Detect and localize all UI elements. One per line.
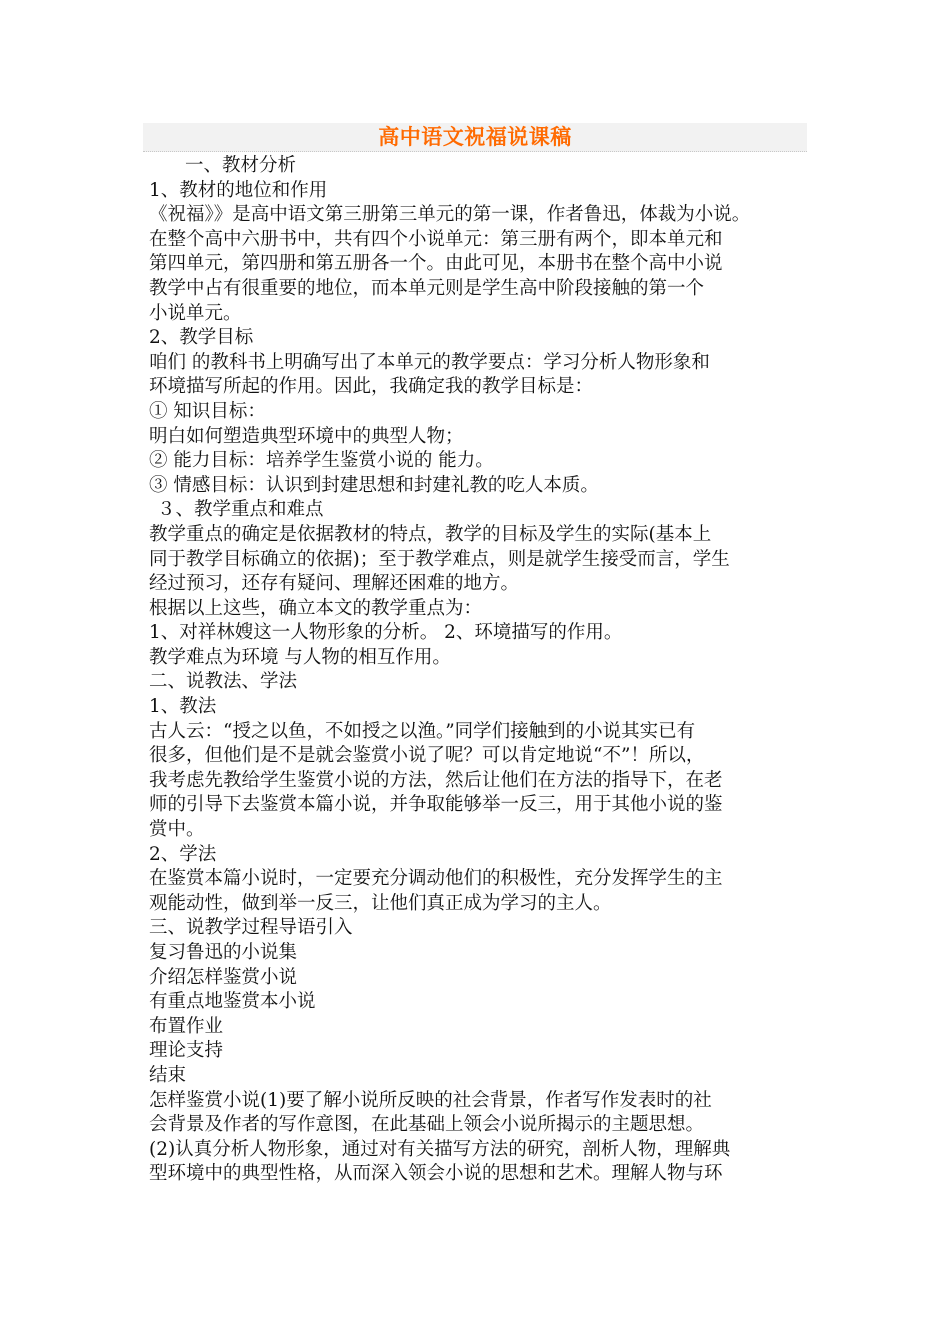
text-line: 1、对祥林嫂这一人物形象的分析。 2、环境描写的作用。 bbox=[149, 622, 623, 644]
subsection-heading: ３、教学重点和难点 bbox=[157, 499, 324, 521]
text-line: 会背景及作者的写作意图，在此基础上领会小说所揭示的主题思想。 bbox=[149, 1114, 705, 1136]
subsection-heading: 2、教学目标 bbox=[149, 327, 254, 349]
text-line: ③ 情感目标：认识到封建思想和封建礼教的吃人本质。 bbox=[149, 474, 599, 496]
section-heading: 一、教材分析 bbox=[185, 155, 297, 176]
text-line: 明白如何塑造典型环境中的典型人物； bbox=[149, 425, 464, 447]
text-line: 根据以上这些，确立本文的教学重点为： bbox=[149, 597, 483, 619]
text-line: 同于教学目标确立的依据)；至于教学难点，则是就学生接受而言，学生 bbox=[149, 548, 730, 570]
text-line: 《祝福》》是高中语文第三册第三单元的第一课，作者鲁迅，体裁为小说。 bbox=[149, 204, 751, 226]
section-heading: 二、说教法、学法 bbox=[149, 671, 298, 693]
list-item: 布置作业 bbox=[149, 1015, 224, 1037]
text-line: 我考虑先教给学生鉴赏小说的方法，然后让他们在方法的指导下，在老 bbox=[149, 769, 723, 791]
subsection-heading: 2、学法 bbox=[149, 843, 217, 865]
text-line: 教学难点为环境 与人物的相互作用。 bbox=[149, 646, 451, 668]
text-line: 小说单元。 bbox=[149, 302, 242, 324]
document-body bbox=[149, 154, 819, 1187]
text-line: 咱们 的教科书上明确写出了本单元的教学要点：学习分析人物形象和 bbox=[149, 351, 710, 373]
text-line: 经过预习，还存有疑问、理解还困难的地方。 bbox=[149, 573, 520, 595]
list-item: 理论支持 bbox=[149, 1040, 224, 1062]
text-line: 环境描写所起的作用。因此，我确定我的教学目标是： bbox=[149, 376, 594, 398]
list-item: 介绍怎样鉴赏小说 bbox=[149, 966, 298, 988]
subsection-heading: 1、教材的地位和作用 bbox=[149, 179, 328, 201]
text-line: 教学中占有很重要的地位，而本单元则是学生高中阶段接触的第一个 bbox=[149, 277, 705, 299]
text-line: ② 能力目标：培养学生鉴赏小说的 能力。 bbox=[149, 450, 494, 472]
title-bar bbox=[143, 123, 807, 152]
text-line: 师的引导下去鉴赏本篇小说，并争取能够举一反三，用于其他小说的鉴 bbox=[149, 794, 723, 816]
text-line: 型环境中的典型性格，从而深入领会小说的思想和艺术。理解人物与环 bbox=[149, 1163, 723, 1185]
text-line: 赏中。 bbox=[149, 819, 205, 841]
text-line: 很多，但他们是不是就会鉴赏小说了呢？可以肯定地说“不”！所以， bbox=[149, 745, 705, 767]
text-line: 怎样鉴赏小说(1)要了解小说所反映的社会背景，作者写作发表时的社 bbox=[149, 1089, 712, 1111]
text-line: 第四单元，第四册和第五册各一个。由此可见，本册书在整个高中小说 bbox=[149, 253, 723, 275]
section-heading: 三、说教学过程导语引入 bbox=[149, 917, 353, 939]
list-item: 复习鲁迅的小说集 bbox=[149, 942, 298, 963]
subsection-heading: 1、教法 bbox=[149, 696, 217, 718]
text-line: 在鉴赏本篇小说时，一定要充分调动他们的积极性，充分发挥学生的主 bbox=[149, 868, 723, 890]
text-line: 在整个高中六册书中，共有四个小说单元：第三册有两个，即本单元和 bbox=[149, 228, 723, 250]
text-line: 古人云：“授之以鱼，不如授之以渔。”同学们接触到的小说其实已有 bbox=[149, 720, 696, 742]
list-item: 结束 bbox=[149, 1064, 187, 1086]
text-line: ① 知识目标： bbox=[149, 400, 266, 422]
text-line: 观能动性，做到举一反三，让他们真正成为学习的主人。 bbox=[149, 892, 612, 914]
list-item: 有重点地鉴赏本小说 bbox=[149, 991, 316, 1013]
text-line: 教学重点的确定是依据教材的特点，教学的目标及学生的实际(基本上 bbox=[149, 523, 712, 545]
text-line: (2)认真分析人物形象，通过对有关描写方法的研究，剖析人物，理解典 bbox=[149, 1138, 731, 1160]
document-title: 高中语文祝福说课稿 bbox=[378, 125, 572, 149]
